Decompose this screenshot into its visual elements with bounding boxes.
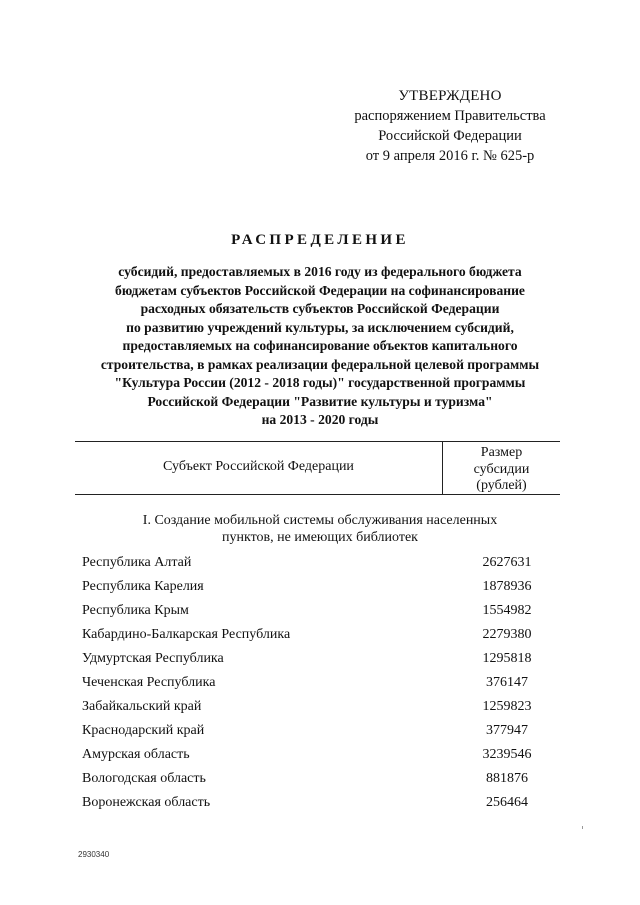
- subtitle-line: субсидий, предоставляемых в 2016 году из федерального бюджета: [118, 264, 522, 279]
- subtitle-line: Российской Федерации "Развитие культуры и туризма": [147, 393, 493, 409]
- section-title-line: I. Создание мобильной системы обслуживания населенных: [142, 513, 498, 528]
- approval-line-2: Российской Федерации: [378, 128, 522, 144]
- document-title: РАСПРЕДЕЛЕНИЕ: [231, 232, 409, 248]
- subtitle-line: "Культура России (2012 - 2018 годы)" государственной программы: [114, 375, 526, 390]
- approval-block: [340, 86, 560, 166]
- table-row: [82, 626, 562, 650]
- subsidy-amount: 377947: [486, 723, 528, 738]
- table-row: [82, 722, 562, 746]
- table-row: [82, 602, 562, 626]
- subtitle-line: по развитию учреждений культуры, за исключением субсидий,: [126, 319, 514, 335]
- approval-line-3: от 9 апреля 2016 г. № 625-р: [365, 148, 535, 164]
- table-row: [82, 746, 562, 770]
- table-row: [82, 674, 562, 698]
- header-subject: Субъект Российской Федерации: [163, 459, 354, 474]
- document-title-block: [60, 232, 580, 430]
- subsidy-amount: 1554982: [482, 603, 532, 618]
- subsidy-amount: 2627631: [482, 555, 532, 570]
- region-name: Забайкальский край: [82, 699, 202, 714]
- table-header: [75, 441, 560, 495]
- table-row: [82, 794, 562, 818]
- table-body: [82, 554, 562, 818]
- region-name: Республика Крым: [82, 603, 189, 618]
- header-amount-line: Размер: [480, 445, 523, 460]
- approval-line-1: распоряжением Правительства: [354, 108, 546, 124]
- subsidy-amount: 256464: [486, 795, 528, 810]
- subsidy-amount: 881876: [486, 771, 528, 786]
- subtitle-line: строительства, в рамках реализации федеральной целевой программы: [100, 356, 540, 372]
- header-amount: [443, 445, 560, 495]
- subtitle-line: бюджетам субъектов Российской Федерации на софинансирование: [115, 282, 525, 298]
- table-row: [82, 578, 562, 602]
- subsidy-amount: 1259823: [482, 699, 532, 714]
- table-row: [82, 554, 562, 578]
- table-row: [82, 650, 562, 674]
- subsidy-amount: 1295818: [482, 651, 532, 666]
- region-name: Республика Карелия: [82, 579, 204, 594]
- subtitle-line: на 2013 - 2020 годы: [261, 412, 379, 427]
- region-name: Удмуртская Республика: [82, 651, 224, 666]
- subsidy-amount: 1878936: [482, 579, 532, 594]
- scan-mark: [582, 826, 583, 829]
- subtitle-line: расходных обязательств субъектов Российской Федерации: [140, 301, 500, 316]
- region-name: Воронежская область: [82, 795, 211, 810]
- subsidy-amount: 376147: [486, 675, 528, 690]
- subsidy-amount: 3239546: [482, 747, 532, 762]
- document-subtitle: [60, 263, 580, 430]
- table-row: [82, 698, 562, 722]
- region-name: Республика Алтай: [82, 555, 192, 570]
- header-amount-line: (рублей): [476, 478, 527, 493]
- region-name: Кабардино-Балкарская Республика: [82, 627, 291, 642]
- approval-heading: УТВЕРЖДЕНО: [398, 88, 502, 104]
- subtitle-line: предоставляемых на софинансирование объектов капитального: [122, 338, 518, 353]
- region-name: Краснодарский край: [82, 723, 205, 738]
- table-row: [82, 770, 562, 794]
- region-name: Чеченская Республика: [82, 675, 216, 690]
- subsidy-amount: 2279380: [482, 627, 532, 642]
- region-name: Вологодская область: [82, 771, 206, 786]
- header-amount-line: субсидии: [473, 461, 530, 477]
- section-title: [90, 512, 550, 546]
- region-name: Амурская область: [82, 747, 190, 762]
- section-title-line: пунктов, не имеющих библиотек: [222, 530, 418, 545]
- document-number: 2930340: [78, 850, 110, 859]
